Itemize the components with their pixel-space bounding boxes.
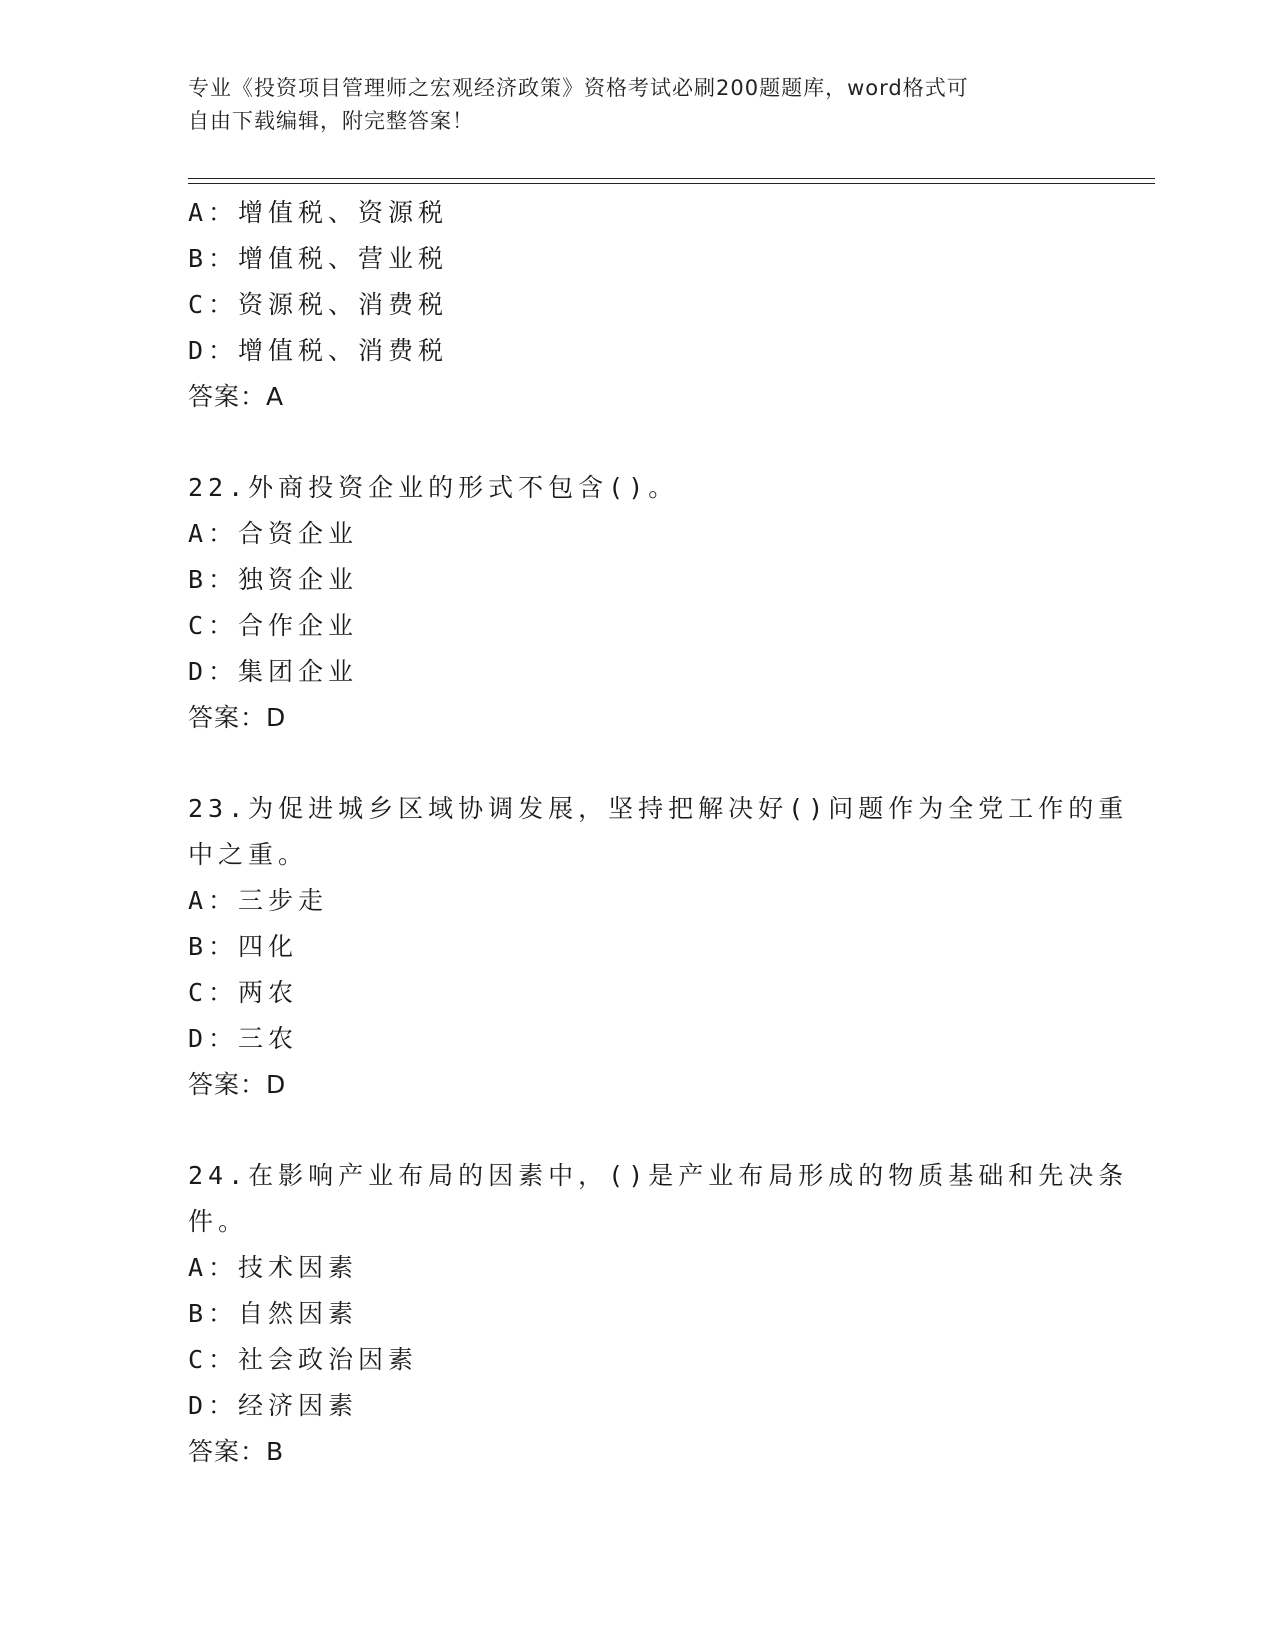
option-c: C：资源税、消费税 bbox=[188, 290, 449, 319]
document-header bbox=[188, 72, 1088, 138]
question-list bbox=[188, 190, 1129, 1475]
option-c: C：两农 bbox=[188, 978, 299, 1007]
answer-label: 答案：D bbox=[188, 1070, 287, 1099]
question-stem-line-1: 23.为促进城乡区域协调发展，坚持把解决好()问题作为全党工作的重 bbox=[188, 794, 1129, 823]
question-stem-line-2: 中之重。 bbox=[188, 840, 309, 869]
option-b: B：四化 bbox=[188, 932, 299, 961]
question-21 bbox=[188, 190, 1088, 420]
option-c: C：合作企业 bbox=[188, 611, 359, 640]
option-a: A：增值税、资源税 bbox=[188, 198, 449, 227]
question-stem: 22.外商投资企业的形式不包含()。 bbox=[188, 473, 679, 502]
option-d: D：经济因素 bbox=[188, 1391, 359, 1420]
option-b: B：自然因素 bbox=[188, 1299, 359, 1328]
answer-label: 答案：A bbox=[188, 382, 285, 411]
header-line-2: 自由下载编辑，附完整答案！ bbox=[188, 109, 474, 133]
option-a: A：三步走 bbox=[188, 886, 329, 915]
option-a: A：合资企业 bbox=[188, 519, 359, 548]
question-23 bbox=[188, 786, 1129, 1108]
option-d: D：增值税、消费税 bbox=[188, 336, 449, 365]
answer-label: 答案：D bbox=[188, 703, 287, 732]
question-24 bbox=[188, 1153, 1129, 1475]
header-divider-bottom bbox=[188, 183, 1155, 184]
header-line-1: 专业《投资项目管理师之宏观经济政策》资格考试必刷200题题库，word格式可 bbox=[188, 76, 969, 100]
option-b: B：独资企业 bbox=[188, 565, 359, 594]
answer-label: 答案：B bbox=[188, 1437, 285, 1466]
header-divider-top bbox=[188, 178, 1155, 179]
question-stem-line-1: 24.在影响产业布局的因素中，()是产业布局形成的物质基础和先决条 bbox=[188, 1161, 1129, 1190]
option-a: A：技术因素 bbox=[188, 1253, 359, 1282]
option-c: C：社会政治因素 bbox=[188, 1345, 419, 1374]
option-d: D：三农 bbox=[188, 1024, 299, 1053]
question-stem-line-2: 件。 bbox=[188, 1207, 249, 1236]
option-d: D：集团企业 bbox=[188, 657, 359, 686]
option-b: B：增值税、营业税 bbox=[188, 244, 449, 273]
question-22 bbox=[188, 465, 1088, 741]
